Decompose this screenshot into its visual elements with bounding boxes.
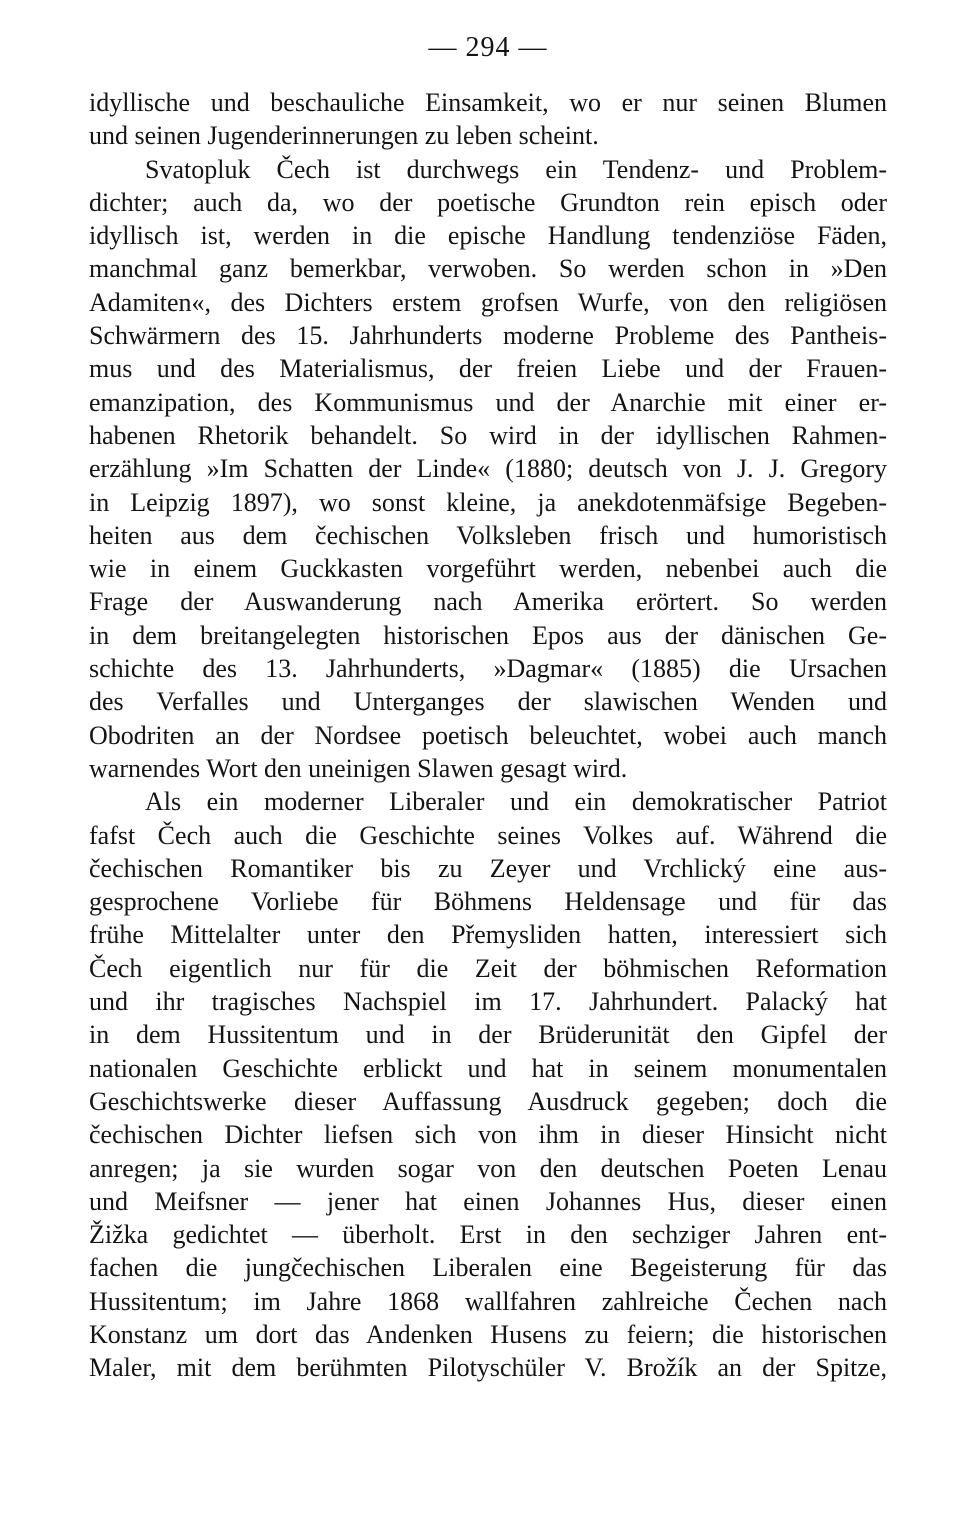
page-number: — 294 — [428, 32, 548, 63]
text-line: emanzipation, des Kommunismus und der Anarchie mit einer er- [89, 387, 887, 417]
body-text [89, 86, 887, 1385]
text-line: und ihr tragisches Nachspiel im 17. Jahrhundert. Palacký hat [89, 987, 887, 1017]
text-line: des Verfalles und Unterganges der slawischen Wenden und [89, 687, 887, 717]
text-line: schichte des 13. Jahrhunderts, »Dagmar« (1885) die Ursachen [89, 654, 887, 684]
text-line: idyllisch ist, werden in die epische Handlung tendenziöse Fäden, [89, 221, 887, 251]
text-line: Hussitentum; im Jahre 1868 wallfahren zahlreiche Čechen nach [89, 1286, 887, 1316]
text-line: habenen Rhetorik behandelt. So wird in der idyllischen Rahmen- [89, 420, 887, 450]
text-line: nationalen Geschichte erblickt und hat in seinem monumentalen [89, 1053, 887, 1083]
text-line: warnendes Wort den uneinigen Slawen gesagt wird. [89, 753, 628, 783]
text-line: und seinen Jugenderinnerungen zu leben scheint. [89, 121, 599, 151]
text-line: wie in einem Guckkasten vorgeführt werden, nebenbei auch die [89, 554, 887, 584]
text-line: und Meifsner — jener hat einen Johannes Hus, dieser einen [89, 1186, 887, 1216]
text-line: Obodriten an der Nordsee poetisch beleuchtet, wobei auch manch [89, 720, 887, 750]
text-line: Schwärmern des 15. Jahrhunderts moderne Probleme des Pantheis- [89, 321, 887, 351]
text-line: manchmal ganz bemerkbar, verwoben. So werden schon in »Den [89, 254, 887, 284]
text-line: fafst Čech auch die Geschichte seines Volkes auf. Während die [89, 820, 887, 850]
text-line: Čech eigentlich nur für die Zeit der böhmischen Reformation [89, 953, 887, 983]
text-line: idyllische und beschauliche Einsamkeit, wo er nur seinen Blumen [89, 88, 887, 117]
text-line: Adamiten«, des Dichters erstem grofsen Wurfe, von den religiösen [89, 287, 887, 317]
text-line: in dem breitangelegten historischen Epos aus der dänischen Ge- [89, 620, 887, 650]
text-line: in dem Hussitentum und in der Brüderunität den Gipfel der [89, 1020, 887, 1050]
text-line: mus und des Materialismus, der freien Liebe und der Frauen- [89, 354, 887, 384]
text-line: Frage der Auswanderung nach Amerika erörtert. So werden [89, 587, 887, 617]
text-line: Maler, mit dem berühmten Pilotyschüler V. Brožík an der Spitze, [89, 1353, 887, 1383]
paragraph-first-line: Als ein moderner Liberaler und ein demokratischer Patriot [145, 787, 887, 817]
text-line: čechischen Dichter liefsen sich von ihm in dieser Hinsicht nicht [89, 1120, 887, 1150]
text-line: gesprochene Vorliebe für Böhmens Heldensage und für das [89, 887, 887, 917]
text-line: in Leipzig 1897), wo sonst kleine, ja anekdotenmäfsige Begeben- [89, 487, 887, 517]
text-line: Geschichtswerke dieser Auffassung Ausdruck gegeben; doch die [89, 1086, 887, 1116]
text-line: anregen; ja sie wurden sogar von den deutschen Poeten Lenau [89, 1153, 887, 1183]
text-line: dichter; auch da, wo der poetische Grundton rein episch oder [89, 187, 887, 217]
text-line: Konstanz um dort das Andenken Husens zu feiern; die historischen [89, 1319, 887, 1349]
text-line: heiten aus dem čechischen Volksleben frisch und humoristisch [89, 520, 887, 550]
text-line: čechischen Romantiker bis zu Zeyer und Vrchlický eine aus- [89, 853, 887, 883]
text-line: erzählung »Im Schatten der Linde« (1880; deutsch von J. J. Gregory [89, 454, 887, 484]
text-line: Žižka gedichtet — überholt. Erst in den sechziger Jahren ent- [89, 1220, 887, 1250]
paragraph-first-line: Svatopluk Čech ist durchwegs ein Tendenz- und Problem- [145, 154, 887, 184]
text-line: fachen die jungčechischen Liberalen eine Begeisterung für das [89, 1253, 887, 1283]
text-line: frühe Mittelalter unter den Přemysliden hatten, interessiert sich [89, 920, 887, 950]
